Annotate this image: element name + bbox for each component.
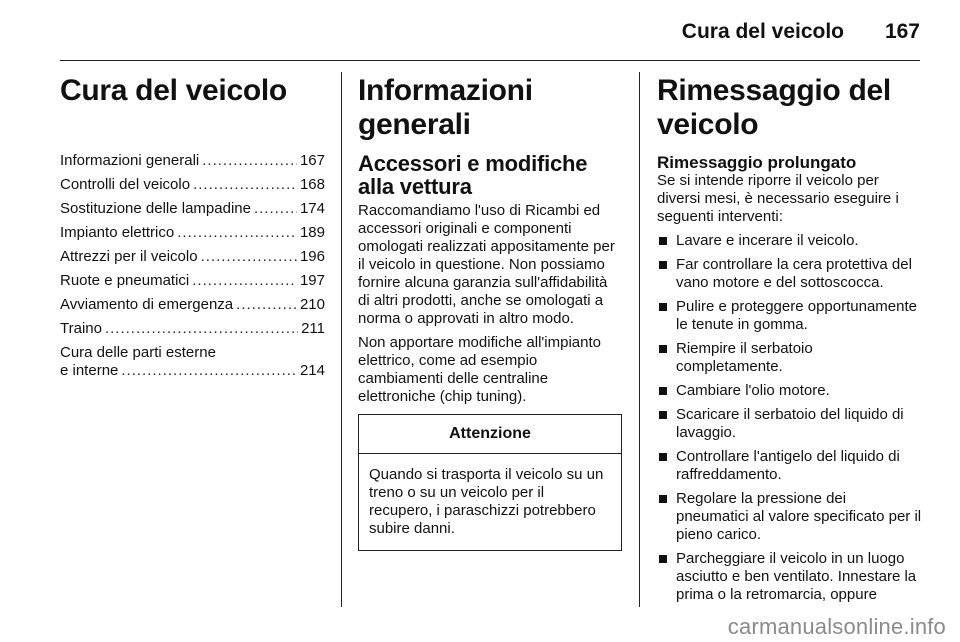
bullet-square-icon bbox=[659, 261, 667, 269]
chapter-title: Cura del veicolo bbox=[60, 74, 287, 107]
toc-entry[interactable]: Informazioni generali ..... 167 bbox=[60, 152, 325, 170]
column-divider-2 bbox=[639, 72, 640, 607]
list-item: Cambiare l'olio motore. bbox=[657, 382, 922, 400]
column-divider-1 bbox=[341, 72, 342, 607]
toc-entry[interactable]: Sostituzione delle lampadine ..... 174 bbox=[60, 200, 325, 218]
list-item: Regolare la pressione dei pneumatici al valore specificato per il pieno carico. bbox=[657, 490, 922, 544]
section-title: Informazioni generali bbox=[358, 74, 533, 141]
list-item: Far controllare la cera protettiva del vano motore e del sottoscocca. bbox=[657, 256, 922, 292]
page-header bbox=[60, 18, 920, 48]
toc-entry[interactable]: Cura delle parti esterne e interne ..... 214 bbox=[60, 344, 325, 380]
body-paragraph: Non apportare modifiche all'impianto elettrico, come ad esempio cambiamenti delle centraline elettroniche (chip tuning). bbox=[358, 334, 601, 405]
warning-box bbox=[358, 414, 622, 551]
watermark: carmanualsonline.info bbox=[727, 614, 946, 639]
subsection-title: Accessori e modifiche alla vettura bbox=[358, 151, 588, 199]
warning-text: Quando si trasporta il veicolo su un treno o su un veicolo per il recupero, i paraschizzi potrebbero subire danni. bbox=[369, 466, 604, 537]
toc-entry[interactable]: Ruote e pneumatici ..... 197 bbox=[60, 272, 325, 290]
toc-entry[interactable]: Attrezzi per il veicolo ..... 196 bbox=[60, 248, 325, 266]
toc-entry[interactable]: Controlli del veicolo ..... 168 bbox=[60, 176, 325, 194]
subsection-title: Rimessaggio prolungato bbox=[657, 153, 857, 172]
bullet-square-icon bbox=[659, 495, 667, 503]
list-item: Riempire il serbatoio completamente. bbox=[657, 340, 922, 376]
storage-column bbox=[657, 74, 922, 610]
toc-entry[interactable]: Traino ..... 211 bbox=[60, 320, 325, 338]
list-item: Controllare l'antigelo del liquido di raffreddamento. bbox=[657, 448, 922, 484]
chapter-contents-column bbox=[60, 74, 325, 396]
bullet-square-icon bbox=[659, 555, 667, 563]
header-title: Cura del veicolo bbox=[681, 20, 844, 43]
page-number: 167 bbox=[884, 20, 920, 43]
bullet-square-icon bbox=[659, 411, 667, 419]
general-info-column bbox=[358, 74, 622, 551]
bullet-square-icon bbox=[659, 237, 667, 245]
header-rule bbox=[60, 60, 920, 61]
toc-entry[interactable]: Impianto elettrico ..... 189 bbox=[60, 224, 325, 242]
bullet-square-icon bbox=[659, 345, 667, 353]
toc-entry[interactable]: Avviamento di emergenza ..... 210 bbox=[60, 296, 325, 314]
body-paragraph: Se si intende riporre il veicolo per diversi mesi, è necessario eseguire i seguenti interventi: bbox=[657, 172, 899, 225]
body-paragraph: Raccomandiamo l'uso di Ricambi ed accessori originali e componenti omologati realizzati appositamente per il veicolo in questione. Non possiamo fornire alcuna garanzia sull'affidabilità di altri prodotti, anche se omologati a norma o approvati in altro modo. bbox=[358, 202, 615, 327]
bullet-square-icon bbox=[659, 453, 667, 461]
list-item: Lavare e incerare il veicolo. bbox=[657, 232, 922, 250]
bullet-square-icon bbox=[659, 387, 667, 395]
table-of-contents bbox=[60, 152, 325, 380]
storage-checklist bbox=[657, 232, 922, 604]
list-item: Scaricare il serbatoio del liquido di lavaggio. bbox=[657, 406, 922, 442]
bullet-square-icon bbox=[659, 303, 667, 311]
list-item: Parcheggiare il veicolo in un luogo asciutto e ben ventilato. Innestare la prima o la retromarcia, oppure bbox=[657, 550, 922, 604]
section-title: Rimessaggio del veicolo bbox=[657, 74, 891, 141]
list-item: Pulire e proteggere opportunamente le tenute in gomma. bbox=[657, 298, 922, 334]
warning-heading: Attenzione bbox=[359, 415, 621, 454]
